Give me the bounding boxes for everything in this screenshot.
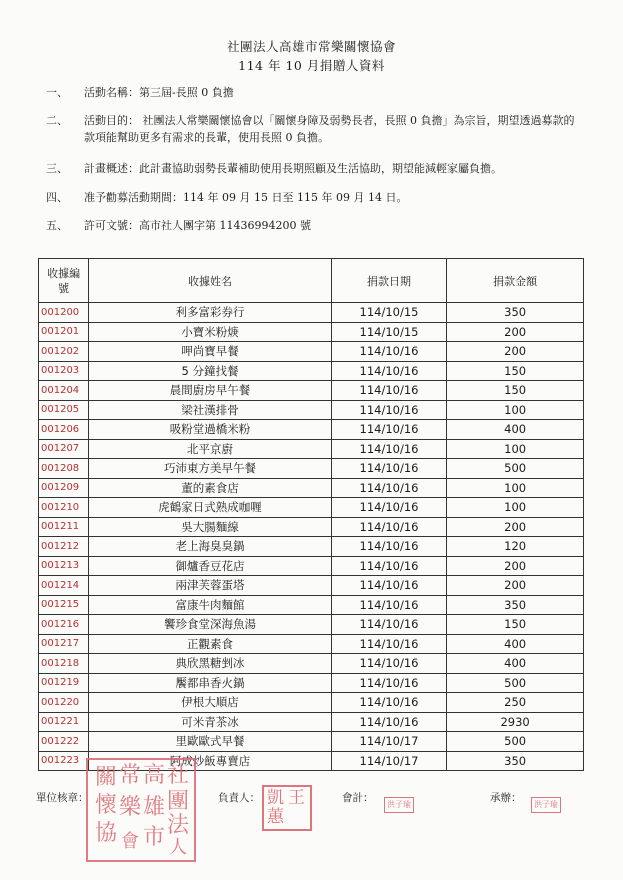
donation-amount-cell: 200 — [447, 322, 584, 342]
table-row — [39, 537, 584, 557]
receipt-name-cell: 老上海臭臭鍋 — [89, 537, 332, 557]
table-row — [39, 576, 584, 596]
item-text: 活動名稱：第三屆-長照 0 負擔 — [84, 86, 234, 99]
donation-amount-cell: 200 — [447, 342, 584, 362]
donation-amount-cell: 400 — [447, 634, 584, 654]
donation-date-cell: 114/10/17 — [331, 751, 446, 771]
receipt-name-cell: 巧沛東方美早午餐 — [89, 459, 332, 479]
receipt-no-cell: 001223 — [39, 751, 89, 771]
donation-amount-cell: 100 — [447, 498, 584, 518]
header-donation-date: 捐款日期 — [331, 259, 446, 303]
item-number: 一、 — [46, 86, 68, 99]
receipt-no-cell: 001205 — [39, 400, 89, 420]
donation-amount-cell: 250 — [447, 693, 584, 713]
donation-date-cell: 114/10/16 — [331, 478, 446, 498]
item-number: 三、 — [46, 162, 68, 175]
receipt-name-cell: 吸粉堂過橋米粉 — [89, 420, 332, 440]
donation-date-cell: 114/10/16 — [331, 712, 446, 732]
donation-date-cell: 114/10/16 — [331, 654, 446, 674]
document-subtitle: 114 年 10 月捐贈人資料 — [238, 58, 385, 73]
item-text: 活動目的： 社團法人常樂關懷協會以「關懷身障及弱勢長者，長照 0 負擔」為宗旨，期望透過募款的款項能幫助更多有需求的長輩，使用長照 0 負擔。 — [84, 114, 575, 144]
table-row — [39, 459, 584, 479]
donation-date-cell: 114/10/16 — [331, 459, 446, 479]
item-activity-name — [46, 84, 234, 101]
receipt-name-cell: 伊根大順店 — [89, 693, 332, 713]
receipt-no-cell: 001204 — [39, 381, 89, 401]
donation-amount-cell: 500 — [447, 732, 584, 752]
receipt-no-cell: 001212 — [39, 537, 89, 557]
receipt-no-cell: 001219 — [39, 673, 89, 693]
donation-amount-cell: 2930 — [447, 712, 584, 732]
handler-seal: 洪子瑜 — [531, 797, 561, 813]
receipt-name-cell: 呷尚寶早餐 — [89, 342, 332, 362]
responsible-person-seal: 王 凱 蕙 — [262, 785, 312, 831]
item-number: 四、 — [46, 191, 68, 204]
receipt-no-cell: 001208 — [39, 459, 89, 479]
donation-amount-cell: 100 — [447, 478, 584, 498]
table-row — [39, 420, 584, 440]
donation-amount-cell: 200 — [447, 517, 584, 537]
donation-date-cell: 114/10/15 — [331, 322, 446, 342]
receipt-no-cell: 001221 — [39, 712, 89, 732]
receipt-no-cell: 001217 — [39, 634, 89, 654]
table-row — [39, 361, 584, 381]
donation-amount-cell: 150 — [447, 381, 584, 401]
item-plan-overview — [46, 160, 502, 177]
receipt-name-cell: 饗珍食堂深海魚湯 — [89, 615, 332, 635]
donation-date-cell: 114/10/16 — [331, 595, 446, 615]
receipt-name-cell: 阿成炒飯專賣店 — [89, 751, 332, 771]
receipt-name-cell: 里歐歐式早餐 — [89, 732, 332, 752]
donation-date-cell: 114/10/16 — [331, 361, 446, 381]
receipt-no-cell: 001207 — [39, 439, 89, 459]
item-text: 准予勸募活動期間：114 年 09 月 15 日至 115 年 09 月 14 日。 — [84, 191, 408, 204]
donation-date-cell: 114/10/16 — [331, 498, 446, 518]
donation-amount-cell: 350 — [447, 595, 584, 615]
receipt-no-cell: 001215 — [39, 595, 89, 615]
receipt-name-cell: 饜都串香火鍋 — [89, 673, 332, 693]
receipt-name-cell: 晨間廚房早午餐 — [89, 381, 332, 401]
donation-amount-cell: 400 — [447, 654, 584, 674]
receipt-no-cell: 001206 — [39, 420, 89, 440]
donation-amount-cell: 500 — [447, 673, 584, 693]
receipt-name-cell: 梁社漢排骨 — [89, 400, 332, 420]
item-number: 二、 — [46, 114, 68, 127]
receipt-name-cell: 吳大腸麵線 — [89, 517, 332, 537]
receipt-name-cell: 正觀素食 — [89, 634, 332, 654]
receipt-name-cell: 御爐香豆花店 — [89, 556, 332, 576]
table-row — [39, 498, 584, 518]
donation-date-cell: 114/10/17 — [331, 732, 446, 752]
receipt-name-cell: 5 分鐘找餐 — [89, 361, 332, 381]
donation-date-cell: 114/10/16 — [331, 342, 446, 362]
org-title: 社團法人高雄市常樂關懷協會 — [226, 39, 396, 54]
receipt-name-cell: 可米青茶冰 — [89, 712, 332, 732]
donation-date-cell: 114/10/16 — [331, 420, 446, 440]
donation-amount-cell: 500 — [447, 459, 584, 479]
receipt-no-cell: 001218 — [39, 654, 89, 674]
donation-amount-cell: 100 — [447, 400, 584, 420]
accountant-seal: 洪子瑜 — [384, 797, 414, 813]
donation-amount-cell: 200 — [447, 556, 584, 576]
receipt-no-cell: 001216 — [39, 615, 89, 635]
table-row — [39, 478, 584, 498]
header-receipt-name: 收據姓名 — [89, 259, 332, 303]
donation-amount-cell: 120 — [447, 537, 584, 557]
table-row — [39, 556, 584, 576]
donation-date-cell: 114/10/16 — [331, 439, 446, 459]
receipt-no-cell: 001201 — [39, 322, 89, 342]
receipt-no-cell: 001200 — [39, 303, 89, 323]
table-row — [39, 693, 584, 713]
receipt-name-cell: 兩津芙蓉蛋塔 — [89, 576, 332, 596]
donation-amount-cell: 100 — [447, 439, 584, 459]
table-row — [39, 439, 584, 459]
table-row — [39, 615, 584, 635]
receipt-no-cell: 001213 — [39, 556, 89, 576]
donation-date-cell: 114/10/16 — [331, 576, 446, 596]
table-row — [39, 322, 584, 342]
item-permit-number — [46, 217, 311, 234]
organization-seal: 關 懷 協 會 常 樂 高 雄 市 社 團 法 人 — [86, 758, 196, 862]
receipt-no-cell: 001214 — [39, 576, 89, 596]
donation-date-cell: 114/10/16 — [331, 673, 446, 693]
receipt-no-cell: 001211 — [39, 517, 89, 537]
table-row — [39, 400, 584, 420]
item-text: 許可文號：高市社人團字第 11436994200 號 — [84, 219, 311, 232]
donation-date-cell: 114/10/15 — [331, 303, 446, 323]
donation-date-cell: 114/10/16 — [331, 517, 446, 537]
table-row — [39, 381, 584, 401]
donation-amount-cell: 150 — [447, 615, 584, 635]
receipt-no-cell: 001202 — [39, 342, 89, 362]
table-row — [39, 634, 584, 654]
responsible-person-label: 負責人： — [218, 792, 260, 804]
donation-amount-cell: 400 — [447, 420, 584, 440]
table-row — [39, 654, 584, 674]
receipt-name-cell: 小寶米粉焿 — [89, 322, 332, 342]
receipt-no-cell: 001222 — [39, 732, 89, 752]
table-row — [39, 517, 584, 537]
item-number: 五、 — [46, 219, 68, 232]
donation-amount-cell: 150 — [447, 361, 584, 381]
table-row — [39, 303, 584, 323]
table-row — [39, 732, 584, 752]
donation-amount-cell: 350 — [447, 303, 584, 323]
receipt-name-cell: 富康牛肉麵館 — [89, 595, 332, 615]
receipt-name-cell: 北平京廚 — [89, 439, 332, 459]
donations-table — [38, 258, 584, 771]
donation-amount-cell: 200 — [447, 576, 584, 596]
item-activity-purpose — [46, 112, 575, 144]
receipt-name-cell: 虎鶴家日式熟成咖喱 — [89, 498, 332, 518]
donation-date-cell: 114/10/16 — [331, 693, 446, 713]
donation-date-cell: 114/10/16 — [331, 537, 446, 557]
handler-label: 承辦： — [490, 792, 522, 804]
receipt-no-cell: 001203 — [39, 361, 89, 381]
receipt-no-cell: 001220 — [39, 693, 89, 713]
donation-date-cell: 114/10/16 — [331, 400, 446, 420]
receipt-name-cell: 董的素食店 — [89, 478, 332, 498]
receipt-name-cell: 典欣黑糖剉冰 — [89, 654, 332, 674]
header-receipt-no: 收據編號 — [39, 259, 89, 303]
receipt-name-cell: 利多富彩券行 — [89, 303, 332, 323]
table-row — [39, 712, 584, 732]
header-donation-amount: 捐款金額 — [447, 259, 584, 303]
donation-date-cell: 114/10/16 — [331, 556, 446, 576]
item-text: 計畫概述：此計畫協助弱勢長輩補助使用長期照顧及生活協助，期望能減輕家屬負擔。 — [84, 162, 502, 175]
receipt-no-cell: 001209 — [39, 478, 89, 498]
receipt-no-cell: 001210 — [39, 498, 89, 518]
table-row — [39, 673, 584, 693]
table-row — [39, 595, 584, 615]
donation-date-cell: 114/10/16 — [331, 381, 446, 401]
item-fundraising-period — [46, 189, 408, 206]
unit-seal-label: 單位核章： — [36, 792, 89, 804]
donation-date-cell: 114/10/16 — [331, 615, 446, 635]
donation-amount-cell: 350 — [447, 751, 584, 771]
donation-date-cell: 114/10/16 — [331, 634, 446, 654]
table-row — [39, 342, 584, 362]
accountant-label: 會計： — [342, 792, 374, 804]
table-header-row — [39, 259, 584, 303]
